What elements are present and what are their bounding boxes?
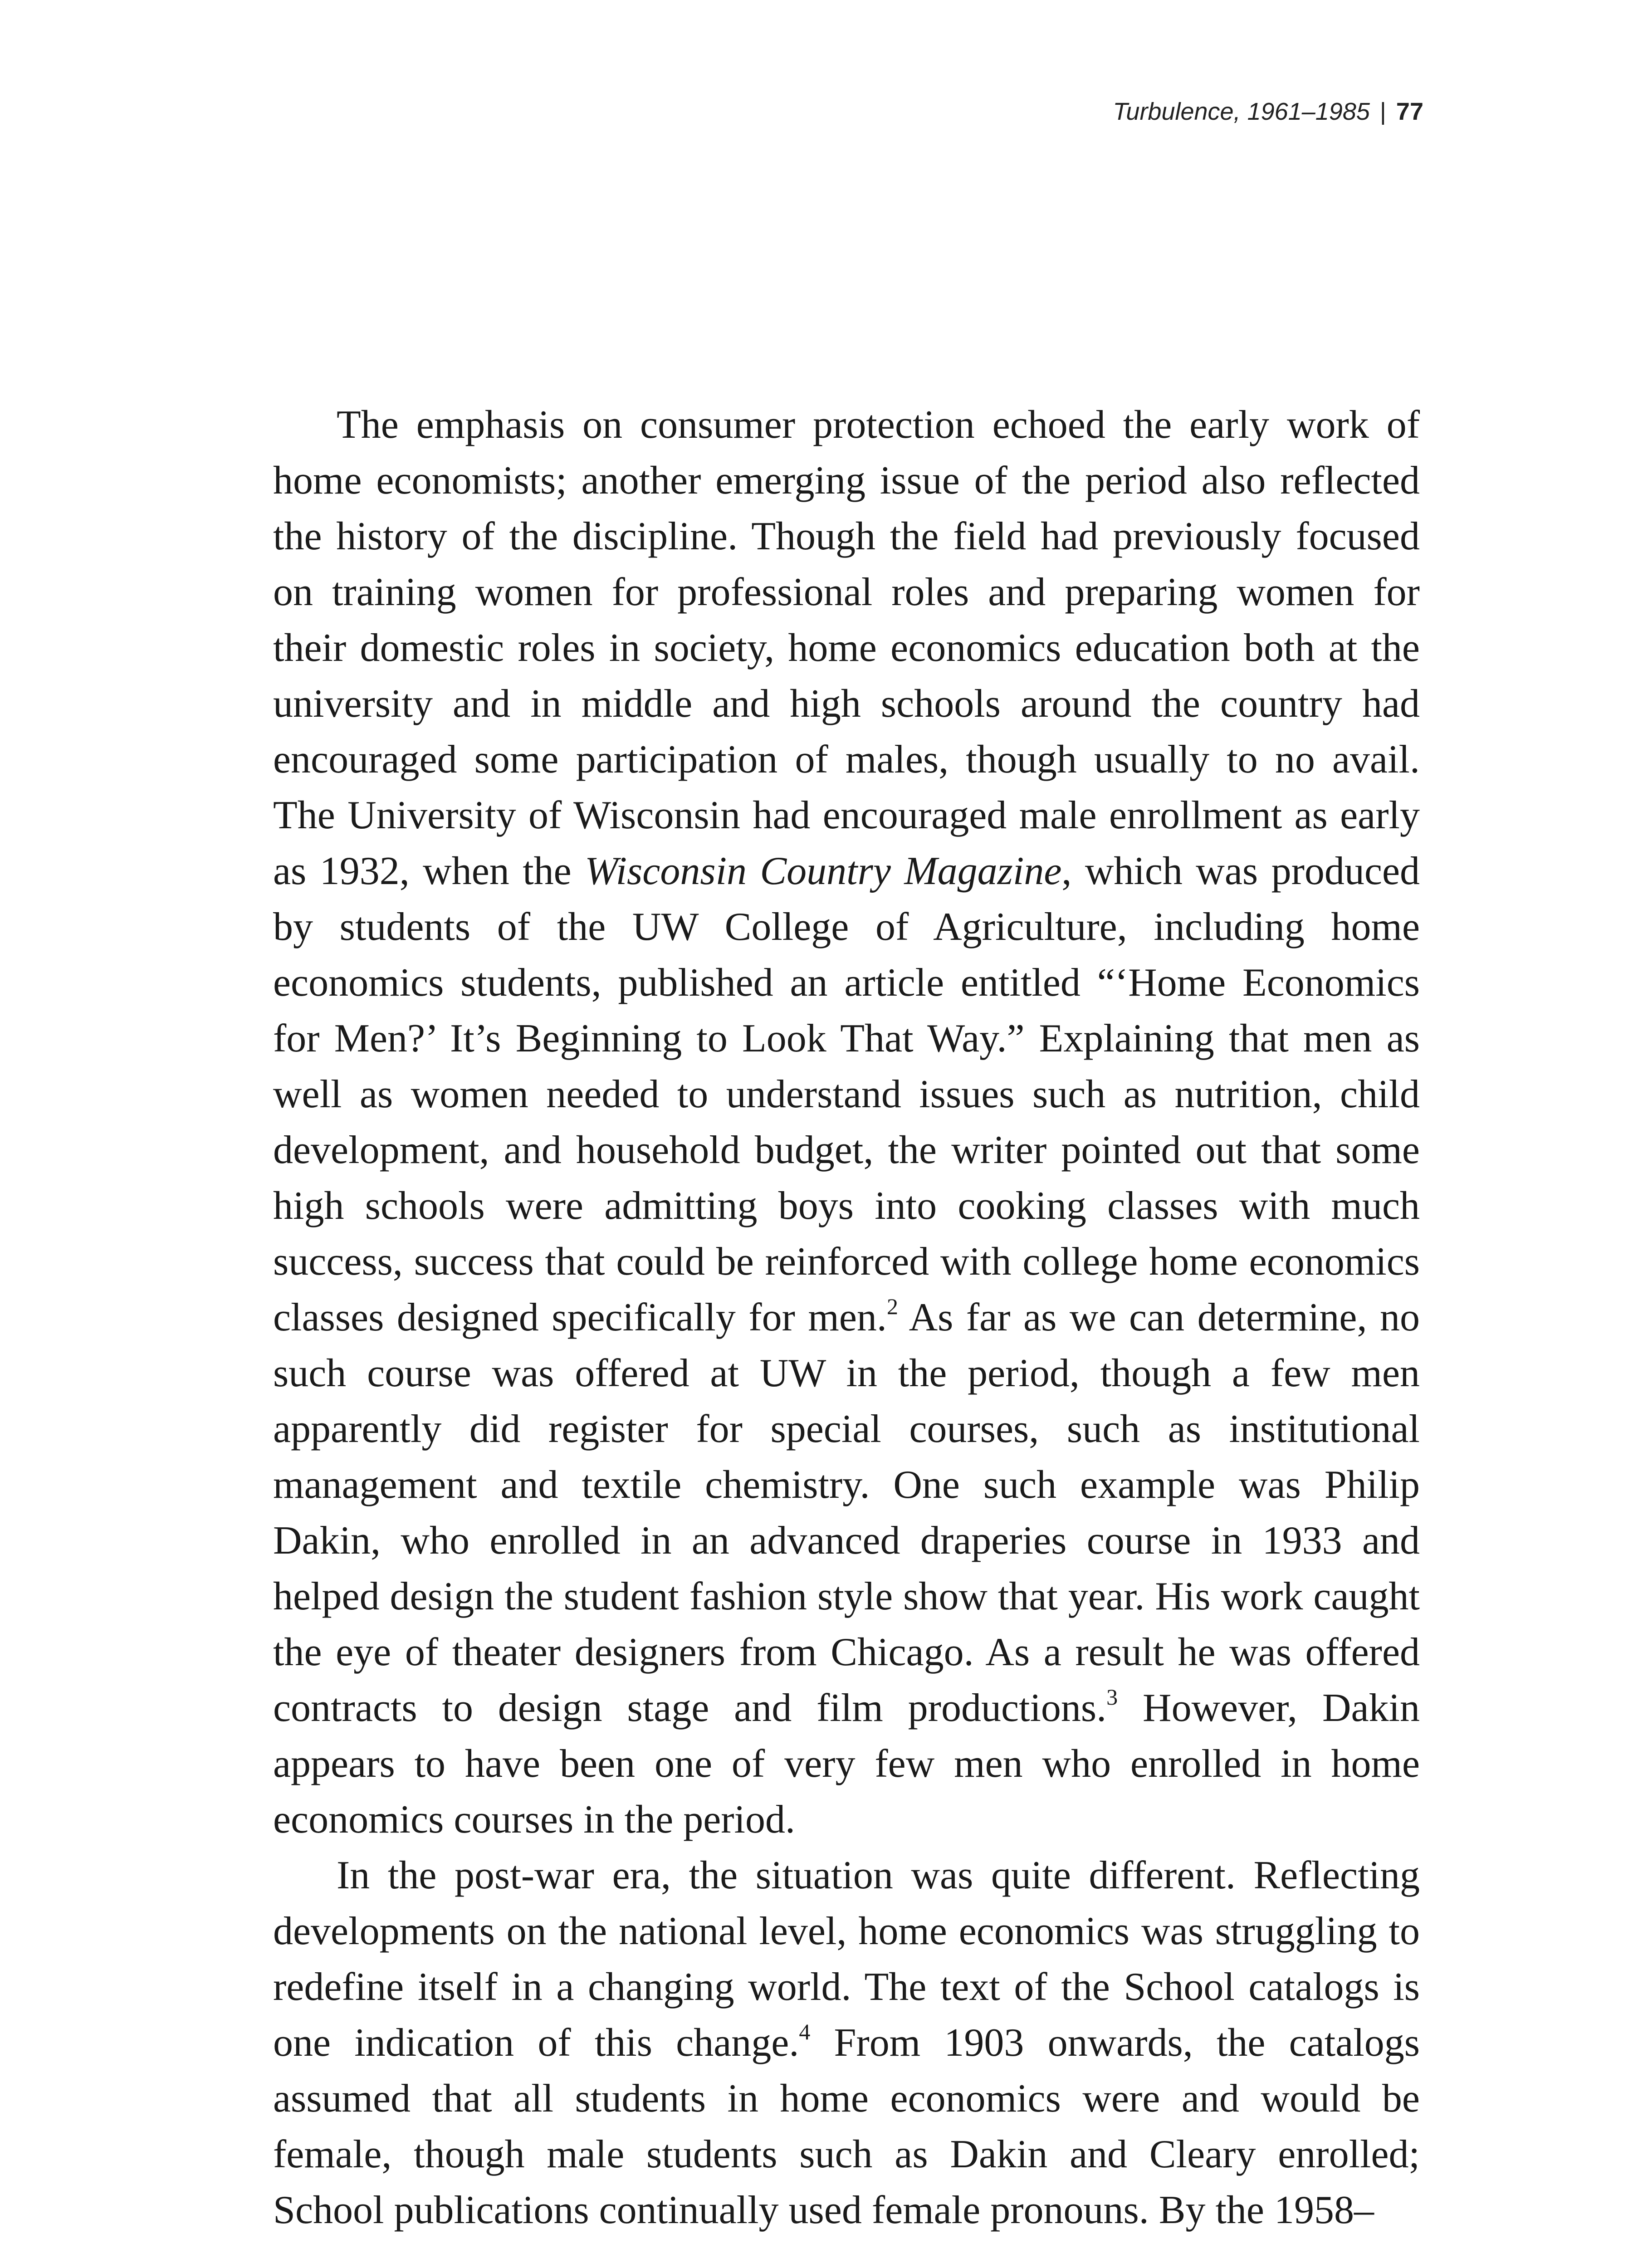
text-run: However, Dakin appears to have been one of very few men who enrolled in home economics courses in the period. <box>273 1686 1420 1842</box>
text-run: , which was produced by students of the UW College of Agriculture, including home economics students, published an article entitled “‘Home Economics for Men?’ It’s Beginning to Look That Way.” Explaining that men as well as women needed to understand issues such as nutrition, child development, and household budget, the writer pointed out that some high schools were admitting boys into cooking classes with much success, success that could be reinforced with college home economics classes designed specifically for men. <box>273 849 1420 1339</box>
footnote-ref: 4 <box>799 2019 811 2044</box>
text-run: The emphasis on consumer protection echoed the early work of home economists; another emerging issue of the period also reflected the history of the discipline. Though the field had previously focused on training women for professional roles and preparing women for their domestic roles in society, home economics education both at the university and in middle and high schools around the country had encouraged some participation of males, though usually to no avail. The University of Wisconsin had encouraged male enrollment as early as 1932, when the <box>273 403 1420 893</box>
text-run: In the post-war era, the situation was quite different. Reflecting developments on the national level, home economics was struggling to redefine itself in a changing world. The text of the School catalogs is one indication of this change. <box>273 1853 1420 2065</box>
paragraph <box>273 1848 1420 2238</box>
page-number: 77 <box>1396 98 1423 125</box>
text-run: As far as we can determine, no such course was offered at UW in the period, though a few men apparently did register for special courses, such as institutional management and textile chemistry. One such example was Philip Dakin, who enrolled in an advanced draperies course in 1933 and helped design the student fashion style show that year. His work caught the eye of theater designers from Chicago. As a result he was offered contracts to design stage and film productions. <box>273 1295 1420 1730</box>
text-run: From 1903 onwards, the catalogs assumed that all students in home economics were and would be female, though male students such as Dakin and Cleary enrolled; School publications continually used female pronouns. By the 1958– <box>273 2021 1420 2232</box>
header-separator: | <box>1379 98 1386 125</box>
publication-title: Wisconsin Country Magazine <box>585 849 1062 893</box>
running-head <box>1113 98 1423 126</box>
footnote-ref: 2 <box>886 1293 898 1319</box>
body-text <box>273 397 1420 2238</box>
paragraph <box>273 397 1420 1848</box>
chapter-title: Turbulence, 1961–1985 <box>1113 98 1370 125</box>
footnote-ref: 3 <box>1106 1684 1118 1710</box>
